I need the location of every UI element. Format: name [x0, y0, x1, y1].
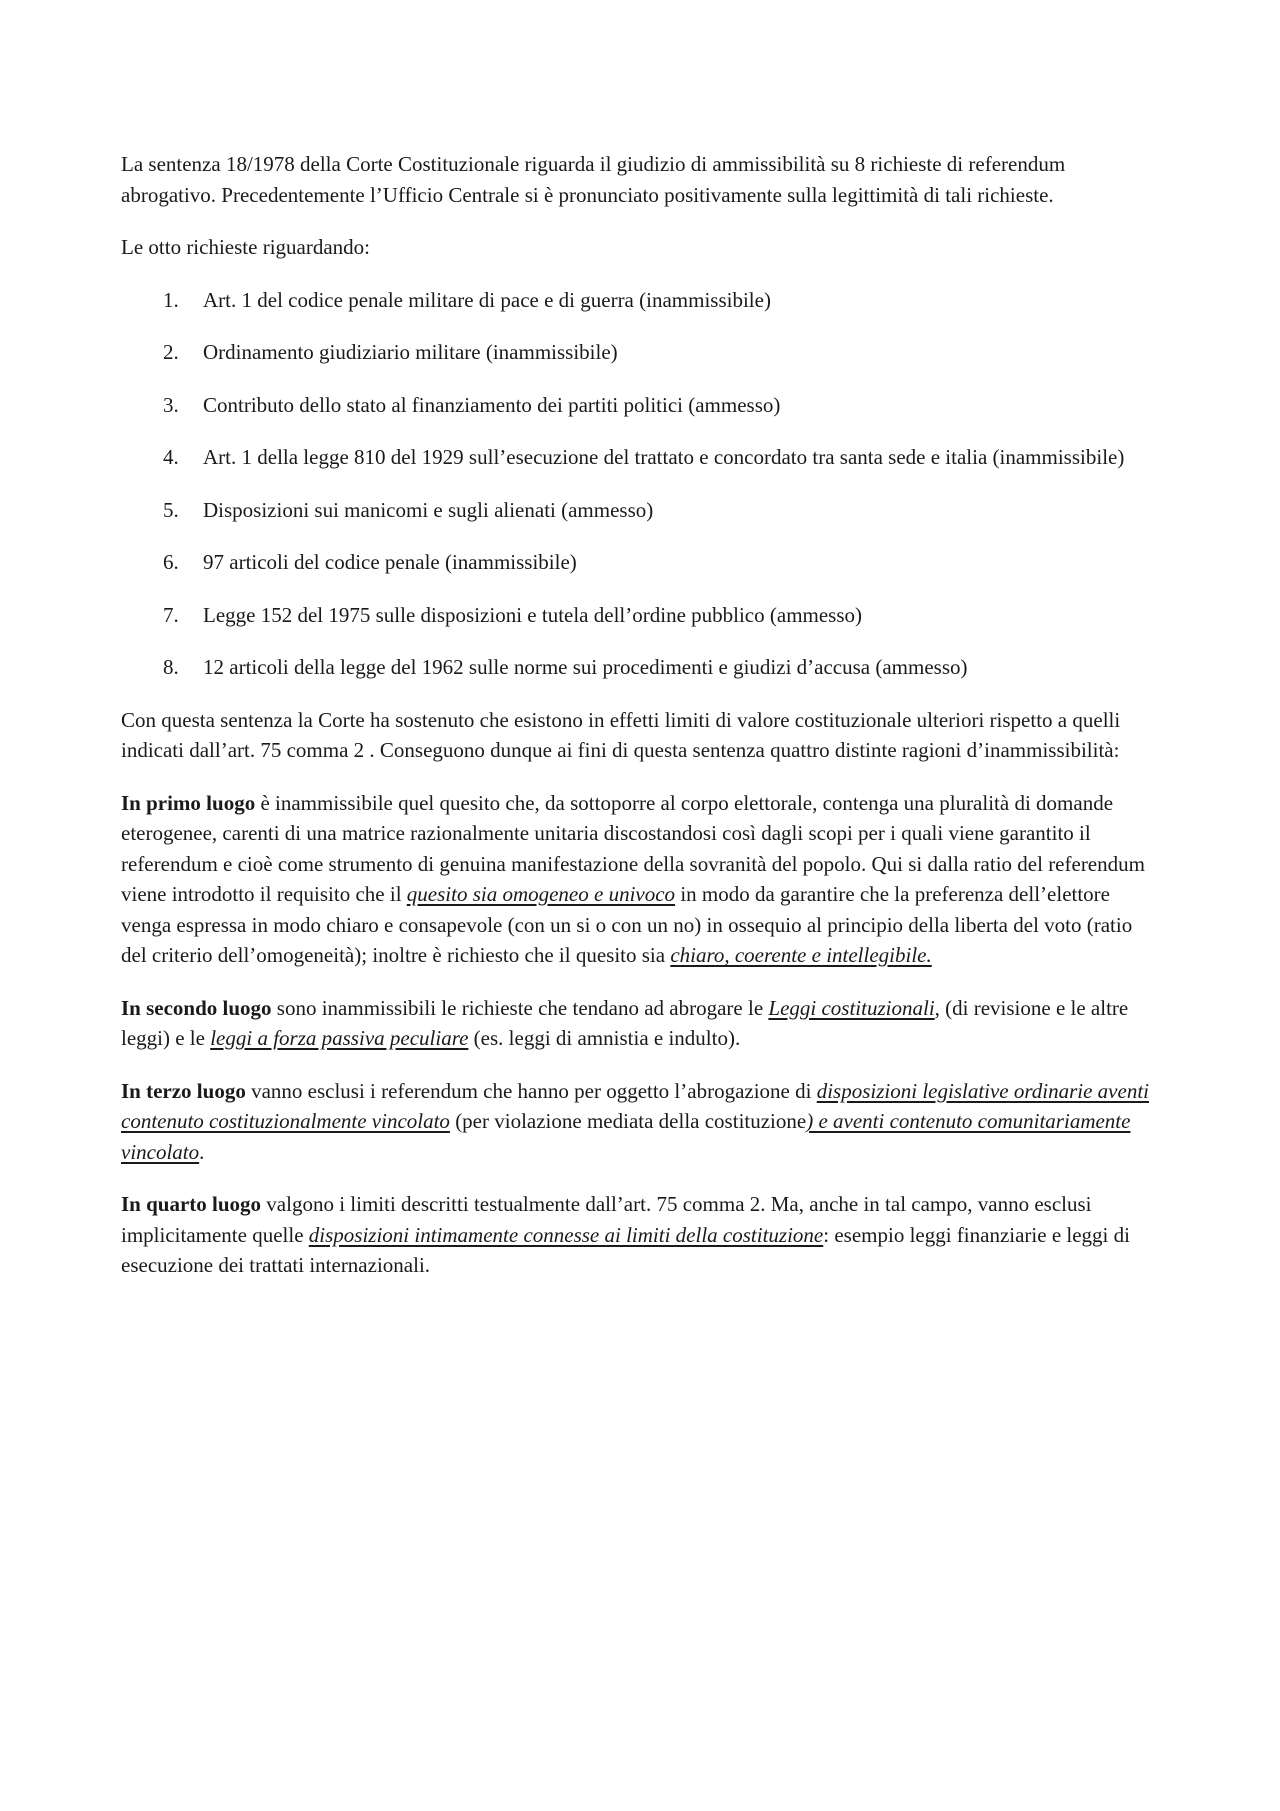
- terzo-text-3: .: [199, 1139, 205, 1164]
- list-text: Ordinamento giudiziario militare (inammissibile): [203, 340, 618, 364]
- list-item: [121, 600, 1161, 631]
- list-text: Disposizioni sui manicomi e sugli alienati (ammesso): [203, 497, 654, 522]
- list-item: [121, 547, 1161, 578]
- intro-paragraph: La sentenza 18/1978 della Corte Costituzionale riguarda il giudizio di ammissibilità su 8 richieste di referendum abrogativo. Precedentemente l’Ufficio Centrale si è pronunciato positivamente sulla legittimità di tali richieste.: [121, 152, 1066, 207]
- list-text: Legge 152 del 1975 sulle disposizioni e tutela dell’ordine pubblico (ammesso): [203, 602, 863, 627]
- primo-emphasis-2: chiaro, coerente e intellegibile.: [670, 943, 932, 967]
- requests-list: [121, 285, 1161, 683]
- list-text: Contributo dello stato al finanziamento dei partiti politici (ammesso): [203, 392, 781, 417]
- list-item: [121, 390, 1161, 421]
- secondo-text-3: (es. leggi di amnistia e indulto).: [468, 1026, 741, 1050]
- list-number: 3.: [163, 392, 179, 417]
- primo-text-2: in modo da garantire che la preferenza dell’elettore venga espressa in modo chiaro e consapevole (con un si o con un no) in ossequio al principio della liberta del voto (ratio del criterio dell’omogeneità); inoltre è richiesto che il quesito sia: [121, 882, 1133, 967]
- list-text: 12 articoli della legge del 1962 sulle norme sui procedimenti e giudizi d’accusa (ammesso): [203, 655, 968, 679]
- list-text: Art. 1 del codice penale militare di pace e di guerra (inammissibile): [203, 287, 771, 312]
- list-text: Art. 1 della legge 810 del 1929 sull’esecuzione del trattato e concordato tra santa sede e italia (inammissibile): [203, 445, 1125, 469]
- quarto-heading: In quarto luogo: [121, 1192, 262, 1216]
- terzo-text-2: (per violazione mediata della costituzione: [449, 1109, 807, 1133]
- document-page: [121, 149, 1161, 1303]
- list-item: [121, 337, 1161, 368]
- list-number: 6.: [163, 550, 179, 574]
- list-number: 4.: [163, 445, 179, 469]
- list-number: 7.: [163, 602, 179, 627]
- list-intro: Le otto richieste riguardando:: [121, 235, 370, 259]
- primo-emphasis-1: quesito sia omogeneo e univoco: [406, 882, 676, 906]
- list-number: 5.: [163, 497, 179, 522]
- list-item: [121, 652, 1161, 683]
- secondo-emphasis-2: leggi a forza passiva peculiare: [210, 1026, 469, 1050]
- list-number: 8.: [163, 655, 179, 679]
- list-item: [121, 442, 1161, 473]
- terzo-emphasis-1: disposizioni legislative ordinarie aventi contenuto costituzionalmente vincolato: [121, 1078, 1149, 1133]
- list-item: [121, 285, 1161, 316]
- list-item: [121, 495, 1161, 526]
- terzo-heading: In terzo luogo: [121, 1078, 246, 1103]
- list-number: 1.: [163, 287, 179, 312]
- quarto-text-1: valgono i limiti descritti testualmente dall’art. 75 comma 2. Ma, anche in tal campo, vanno esclusi implicitamente quelle: [121, 1192, 1092, 1247]
- list-number: 2.: [163, 340, 179, 364]
- primo-heading: In primo luogo: [121, 790, 256, 815]
- terzo-luogo-paragraph: [121, 1076, 1161, 1168]
- secondo-luogo-paragraph: [121, 993, 1161, 1054]
- primo-text-1: è inammissibile quel quesito che, da sottoporre al corpo elettorale, contenga una pluralità di domande eterogenee, carenti di una matrice razionalmente unitaria discostandosi così dagli scopi per i quali viene garantito il referendum e cioè come strumento di genuina manifestazione della sovranità del popolo. Qui si dalla ratio del referendum viene introdotto il requisito che il: [121, 790, 1145, 906]
- quarto-luogo-paragraph: [121, 1189, 1161, 1281]
- primo-luogo-paragraph: [121, 788, 1161, 971]
- quarto-emphasis-1: disposizioni intimamente connesse ai limiti della costituzione: [308, 1222, 824, 1247]
- secondo-text-1: sono inammissibili le richieste che tendano ad abrogare le: [271, 995, 769, 1020]
- terzo-emphasis-2: ) e aventi contenuto comunitariamente vincolato: [121, 1109, 1131, 1164]
- list-text: 97 articoli del codice penale (inammissibile): [203, 550, 577, 574]
- terzo-text-1: vanno esclusi i referendum che hanno per oggetto l’abrogazione di: [245, 1078, 817, 1103]
- secondo-text-2: , (di revisione e le altre leggi) e le: [121, 995, 1129, 1050]
- limits-intro-paragraph: Con questa sentenza la Corte ha sostenuto che esistono in effetti limiti di valore costituzionale ulteriori rispetto a quelli indicati dall’art. 75 comma 2 . Conseguono dunque ai fini di questa sentenza quattro distinte ragioni d’inammissibilità:: [121, 707, 1121, 762]
- secondo-emphasis-1: Leggi costituzionali: [768, 995, 935, 1020]
- secondo-heading: In secondo luogo: [121, 995, 272, 1020]
- quarto-text-2: : esempio leggi finanziarie e leggi di esecuzione dei trattati internazionali.: [121, 1222, 1130, 1277]
